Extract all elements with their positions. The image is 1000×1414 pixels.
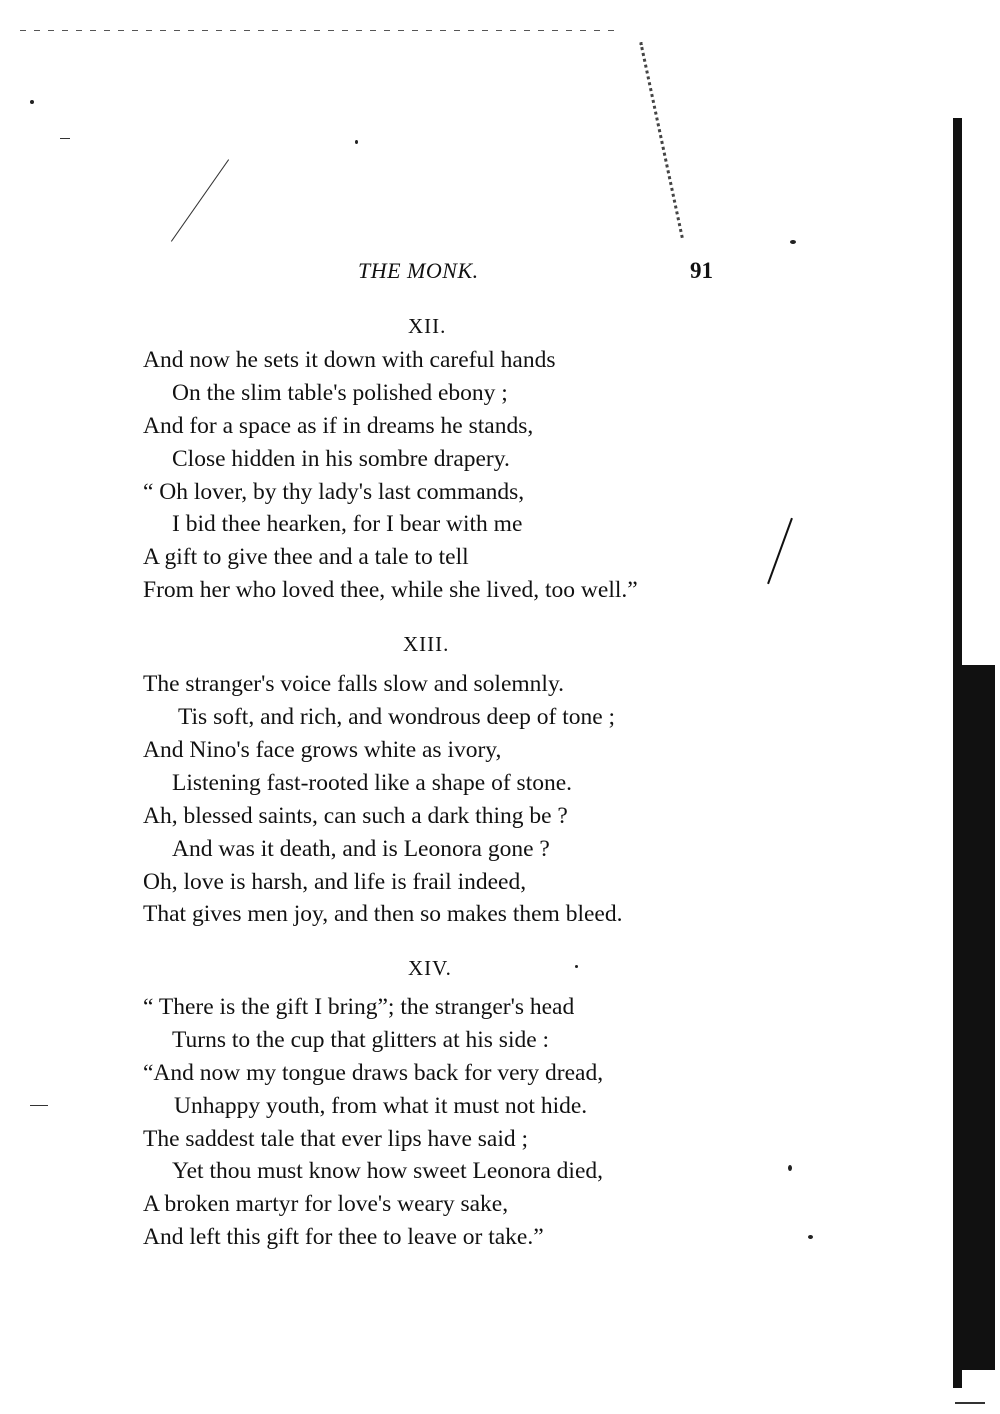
scan-dash bbox=[955, 1402, 985, 1404]
verse-line: The stranger's voice falls slow and solemnly. bbox=[143, 671, 565, 697]
scan-speck bbox=[788, 1165, 792, 1171]
scan-dash bbox=[30, 1105, 48, 1106]
scan-edge-bar-wide bbox=[955, 665, 995, 1370]
verse-line: And for a space as if in dreams he stands, bbox=[143, 413, 534, 439]
verse-line: Unhappy youth, from what it must not hide. bbox=[174, 1093, 588, 1119]
scan-speck bbox=[355, 140, 358, 144]
verse-line: And now he sets it down with careful hands bbox=[143, 347, 556, 373]
verse-line: Tis soft, and rich, and wondrous deep of tone ; bbox=[178, 704, 616, 730]
verse-line: And was it death, and is Leonora gone ? bbox=[172, 836, 550, 862]
scan-slash-mark bbox=[767, 518, 793, 584]
verse-line: A broken martyr for love's weary sake, bbox=[143, 1191, 509, 1217]
stanza-number: XII. bbox=[408, 314, 447, 338]
verse-line: And left this gift for thee to leave or take.” bbox=[143, 1224, 544, 1250]
verse-line: A gift to give thee and a tale to tell bbox=[143, 544, 469, 570]
verse-line: “And now my tongue draws back for very dread, bbox=[143, 1060, 604, 1086]
scan-top-line bbox=[20, 30, 620, 31]
verse-line: That gives men joy, and then so makes them bleed. bbox=[143, 901, 623, 927]
verse-line: Ah, blessed saints, can such a dark thing be ? bbox=[143, 803, 568, 829]
scan-speck bbox=[808, 1235, 813, 1239]
verse-line: And Nino's face grows white as ivory, bbox=[143, 737, 502, 763]
verse-line: Turns to the cup that glitters at his side : bbox=[172, 1027, 550, 1053]
scan-dash bbox=[60, 138, 70, 139]
running-title: THE MONK. bbox=[358, 258, 479, 283]
verse-line: From her who loved thee, while she lived, too well.” bbox=[143, 577, 638, 603]
page-number: 91 bbox=[690, 258, 713, 283]
scan-speck bbox=[575, 965, 578, 968]
scan-speck bbox=[30, 100, 34, 104]
verse-line: Close hidden in his sombre drapery. bbox=[172, 446, 510, 472]
verse-line: “ There is the gift I bring”; the stranger's head bbox=[143, 994, 575, 1020]
verse-line: Listening fast-rooted like a shape of stone. bbox=[172, 770, 573, 796]
stanza-number: XIII. bbox=[403, 632, 450, 656]
verse-line: “ Oh lover, by thy lady's last commands, bbox=[143, 479, 525, 505]
scan-stain bbox=[639, 42, 684, 238]
verse-line: The saddest tale that ever lips have said ; bbox=[143, 1126, 529, 1152]
verse-line: On the slim table's polished ebony ; bbox=[172, 380, 508, 406]
scan-speck bbox=[790, 240, 796, 244]
verse-line: Oh, love is harsh, and life is frail indeed, bbox=[143, 869, 527, 895]
verse-line: Yet thou must know how sweet Leonora died, bbox=[172, 1158, 604, 1184]
stanza-number: XIV. bbox=[408, 956, 452, 980]
scan-slash-mark bbox=[171, 159, 229, 241]
verse-line: I bid thee hearken, for I bear with me bbox=[172, 511, 523, 537]
